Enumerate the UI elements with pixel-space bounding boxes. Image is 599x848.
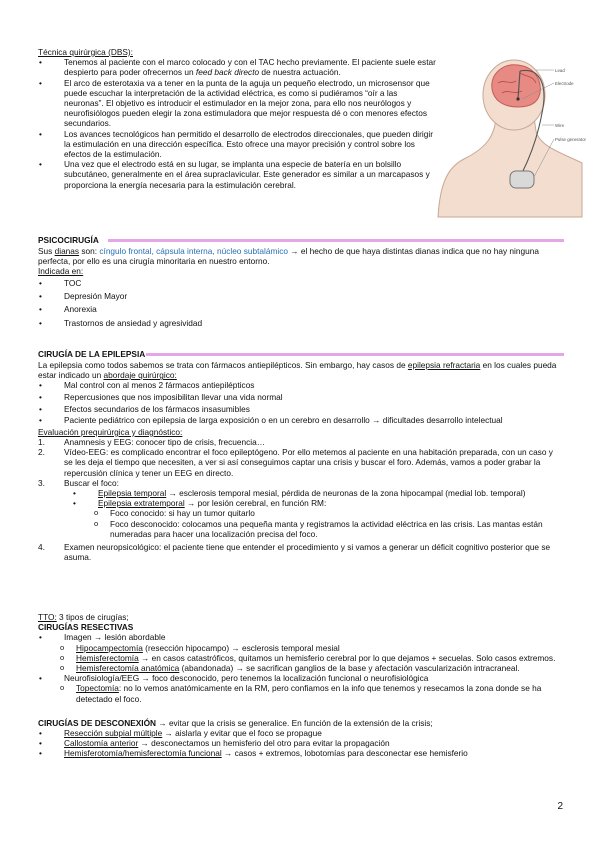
psico-section: [38, 246, 563, 330]
dbs-list: [38, 57, 436, 190]
list-item: • TOC: [38, 277, 563, 290]
evaluation-title: Evaluación prequirúrgica y diagnóstico:: [38, 426, 183, 437]
brain-shape: [492, 65, 540, 107]
resective-heading: CIRUGÍAS RESECTIVAS: [38, 622, 134, 633]
figure-label-pulse-generator: Pulse generator: [555, 137, 586, 142]
tto-line: TTO: 3 tipos de cirugías;: [38, 612, 129, 622]
list-item: o Foco desconocido: colocamos una pequeña manta y registramos la actividad eléctrica en las crisis. Las mantas están numeradas para hacer una localización precisa del foco.: [72, 519, 563, 539]
heading-underline: [108, 239, 564, 242]
list-item: • Epilepsia temporal → esclerosis temporal mesial, pérdida de neuronas de la zona hipocampal (medial lob. temporal): [72, 488, 563, 498]
epilepsy-heading: CIRUGÍA DE LA EPILEPSIA: [38, 349, 146, 359]
neuro-sublist: [38, 683, 563, 703]
psico-list: [38, 277, 563, 330]
imaging-sublist: [38, 643, 563, 674]
list-item: • Imagen → lesión abordable o Hipocampectomía (resección hipocampo) → esclerosis temporal mesial o Hemisferectomía → en casos catastróficos, quitamos un hemisferio cerebral por lo que dejamos + secuelas. Solo casos extremos. o Hemisferectomía anatómica (abandonada) → se sacrifican ganglios de la base y afectación vascularización intracraneal.: [38, 632, 563, 673]
evaluation-steps: [38, 437, 563, 562]
list-item: • Repercusiones que nos imposibilitan llevar una vida normal: [38, 392, 563, 404]
list-item: • Epilepsia extratemporal → por lesión cerebral, en función RM:: [72, 498, 563, 508]
list-item: 1. Anamnesis y EEG: conocer tipo de crisis, frecuencia…: [38, 436, 266, 447]
list-item: • Callostomía anterior → desconectamos un hemisferio del otro para evitar la propagación: [38, 738, 563, 748]
list-item: • Trastornos de ansiedad y agresividad: [38, 317, 563, 330]
figure-label-wire: Wire: [555, 123, 565, 128]
pulse-generator: [510, 171, 534, 188]
treatment-section: [38, 612, 563, 759]
epilepsy-criteria-list: [38, 380, 563, 426]
list-item: 4. Examen neuropsicológico: el paciente tiene que entender el procedimiento y si vamos a generar un déficit cognitivo posterior que se asuma.: [38, 542, 551, 563]
list-item: o Hipocampectomía (resección hipocampo) → esclerosis temporal mesial: [38, 643, 563, 653]
resective-list: [38, 632, 563, 703]
figure-label-lead: Lead: [555, 68, 565, 73]
list-item: o Hemisferectomía anatómica (abandonada) → se sacrifican ganglios de la base y afectación vascularización intracraneal.: [38, 663, 563, 673]
list-item: • Neurofisiología/EEG → foco desconocido, pero tenemos la localización funcional o neurofisiológica o Topectomía: no lo vemos anatómicamente en la RM, pero confiamos en la info que tenemos y resecamos la zona donde se ha detectado el foco.: [38, 673, 563, 704]
dbs-title: Técnica quirúrgica (DBS):: [38, 47, 133, 57]
figure-label-electrode: Electrode: [555, 81, 574, 86]
list-item: o Hemisferectomía → en casos catastróficos, quitamos un hemisferio cerebral por lo que dejamos + secuelas. Solo casos extremos.: [38, 653, 563, 663]
dianas-targets: cíngulo frontal, cápsula interna, núcleo subtalámico: [99, 246, 288, 256]
list-item: o Topectomía: no lo vemos anatómicamente en la RM, pero confiamos en la info que tenemos y resecamos la zona donde se ha detectado el foco.: [38, 683, 563, 703]
dianas-paragraph: Sus dianas son: cíngulo frontal, cápsula interna, núcleo subtalámico → el hecho de que haya distintas dianas indica que no hay ninguna perfecta, por ello es una cirugía minoritaria en nuestro entorno.: [38, 246, 539, 267]
dbs-section: [38, 47, 436, 190]
list-item: 3. Buscar el foco: • Epilepsia temporal → esclerosis temporal mesial, pérdida de neuronas de la zona hipocampal (medial lob. temporal) • Epilepsia extratemporal → por lesión cerebral, en función RM: o Foco conocido: si hay un tumor quitarlo o Foco desconocido: colocamos una pequeña manta y registramos la actividad eléctrica en las crisis. Las mantas están numeradas para hacer una localización precisa del foco.: [38, 478, 563, 539]
focus-types: [72, 488, 563, 508]
list-item: • Mal control con al menos 2 fármacos antiepilépticos: [38, 380, 563, 392]
dbs-illustration: [436, 55, 586, 217]
list-item: 2. Vídeo-EEG: es complicado encontrar el foco epileptógeno. Por ello metemos al paciente en una habitación preparada, con un caso y se les deja el tiempo que necesiten, a ver si así conseguimos captar una crisis y buscar el foro. Además, vamos a poder grabar la repercusión clínica y tener un EEG en directo.: [38, 447, 553, 478]
list-item: • Resección subpial múltiple → aislarla y evitar que el foco se propague: [38, 728, 563, 738]
list-item: o Foco conocido: si hay un tumor quitarlo: [72, 508, 563, 518]
list-item: • Tenemos al paciente con el marco colocado y con el TAC hecho previamente. El paciente suele estar despierto para poder ofrecernos un feed back directo de nuestra actuación.: [38, 57, 436, 77]
list-item: • Hemisferotomía/hemisferectomía funcional → casos + extremos, lobotomías para desconectar ese hemisferio: [38, 748, 563, 758]
list-item: • Los avances tecnológicos han permitido el desarrollo de electrodos direccionales, que pueden dirigir la estimulación en una dirección específica. Esto ofrece una mayor precisión y control sobre los efectos de la estimulación.: [38, 129, 436, 160]
epilepsy-section: [38, 360, 563, 562]
psico-heading: PSICOCIRUGÍA: [38, 235, 99, 245]
list-item: • El arco de esterotaxia va a tener en la punta de la aguja un pequeño electrodo, un microsensor que puede escuchar la interpretación de la actividad eléctrica, es como si pudiéramos “oír a las neuronas”. El objetivo es introducir el estimulador en la mejor zona, para ello nos neurólogos y neurofisiólogos pueden elegir la zona estimuladora que mejor respuesta dé o con menores efectos secundarios.: [38, 78, 436, 129]
disconnection-paragraph: CIRUGÍAS DE DESCONEXIÓN → evitar que la crisis se generalice. En función de la extensión de la crisis;: [38, 717, 433, 728]
list-item: • Una vez que el electrodo está en su lugar, se implanta una especie de batería en un bolsillo subcutáneo, generalmente en el área supraclavicular. Este generador es similar a un marcapasos y proporciona la energía necesaria para la estimulación cerebral.: [38, 159, 436, 190]
list-item: • Paciente pediátrico con epilepsia de larga exposición o en un cerebro en desarrollo → dificultades desarrollo intelectual: [38, 415, 563, 427]
indicada-label: Indicada en:: [38, 266, 84, 277]
heading-underline: [146, 353, 564, 356]
list-item: • Anorexia: [38, 303, 563, 316]
list-item: • Efectos secundarios de los fármacos insasumibles: [38, 404, 563, 416]
page-number: 2: [557, 801, 563, 812]
disconnection-list: [38, 728, 563, 759]
epilepsy-intro: La epilepsia como todos sabemos se trata con fármacos antiepilépticos. Sin embargo, hay casos de epilepsia refractaria en los cuales pueda estar indicado un abordaje quirúrgico:: [38, 360, 557, 381]
focus-subtypes: [72, 508, 563, 539]
list-item: • Depresión Mayor: [38, 290, 563, 303]
